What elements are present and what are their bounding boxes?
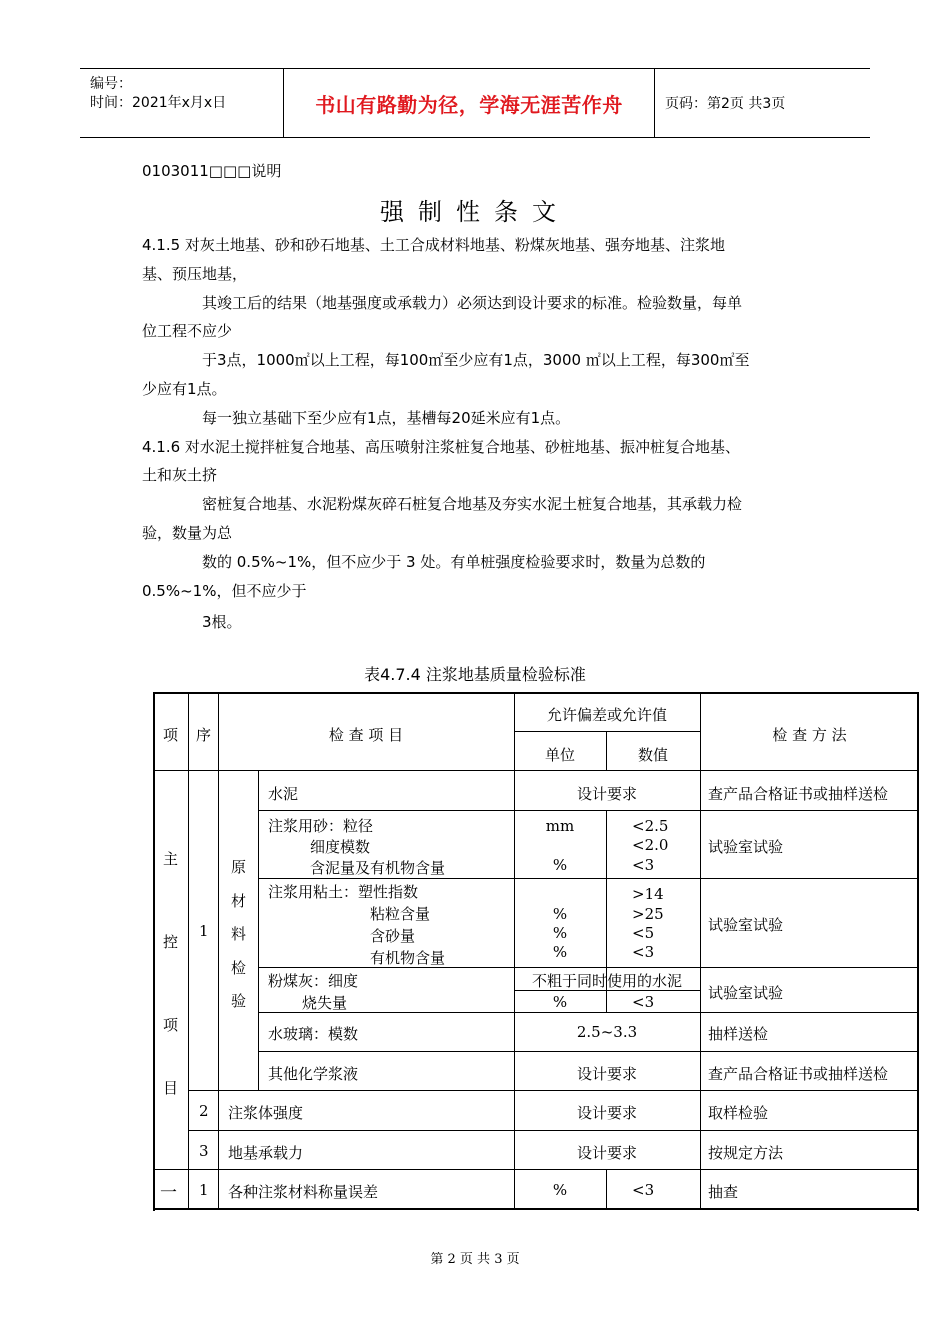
row-sand-line: 注浆用砂：粒径	[268, 817, 374, 835]
table-rule	[188, 692, 189, 1210]
paragraph-line: 3根。	[202, 613, 242, 631]
page-footer: 第 2 页 共 3 页	[430, 1252, 520, 1267]
row-sand-unit: mm	[545, 817, 575, 835]
raw-material-char: 原	[231, 858, 247, 876]
row-strength-method: 取样检验	[708, 1104, 769, 1122]
paragraph-line: 4.1.6 对水泥土搅拌桩复合地基、高压喷射注浆桩复合地基、砂桩地基、振冲桩复合地基、	[142, 438, 740, 456]
group-main-char: 主	[163, 850, 179, 868]
paragraph-line: 每一独立基础下至少应有1点，基槽每20延米应有1点。	[202, 409, 571, 427]
paragraph-line: 数的 0.5%~1%，但不应少于 3 处。有单桩强度检验要求时，数量为总数的	[202, 553, 706, 571]
table-rule	[258, 1051, 919, 1052]
row-weighing-unit: %	[552, 1181, 568, 1199]
table-rule	[258, 967, 919, 968]
row-weighing-value: <3	[632, 1181, 655, 1199]
row-clay-value: <5	[632, 924, 655, 942]
header-item: 项	[163, 726, 179, 744]
motto: 书山有路勤为径，学海无涯苦作舟	[315, 92, 623, 117]
raw-material-char: 料	[231, 925, 247, 943]
header-method: 检 查 方 法	[772, 726, 847, 744]
table-rule	[188, 1090, 919, 1091]
page-info: 页码：第2页 共3页	[665, 96, 786, 112]
header-check-item: 检 查 项 目	[328, 726, 404, 744]
time-label: 时间：2021年x月x日	[90, 95, 227, 111]
row-clay-unit: %	[552, 943, 568, 961]
seq-number: 1	[199, 922, 209, 940]
doc-code: 0103011□□□说明	[142, 162, 282, 180]
row-flyash-line: 粉煤灰：细度	[268, 972, 359, 990]
row-glass-value: 2.5~3.3	[576, 1023, 638, 1041]
row-sand-unit: %	[552, 856, 568, 874]
paragraph-line: 验，数量为总	[142, 524, 233, 542]
group-main-char: 项	[163, 1016, 179, 1034]
table-rule	[218, 692, 219, 1210]
row-glass-name: 水玻璃：模数	[268, 1025, 359, 1043]
row-sand-value: <3	[632, 856, 655, 874]
number-label: 编号：	[90, 76, 132, 92]
paragraph-line: 位工程不应少	[142, 322, 233, 340]
row-strength-req: 设计要求	[576, 1104, 637, 1122]
table-rule	[700, 692, 701, 1210]
header-unit: 单位	[544, 746, 575, 764]
header-seq: 序	[196, 726, 212, 744]
seq-number: 1	[199, 1181, 209, 1199]
table-rule	[188, 1130, 919, 1131]
row-other-req: 设计要求	[576, 1065, 637, 1083]
paragraph-line: 密桩复合地基、水泥粉煤灰碎石桩复合地基及夯实水泥土桩复合地基，其承载力检	[202, 495, 743, 513]
row-bearing-name: 地基承载力	[228, 1144, 304, 1162]
row-clay-unit: %	[552, 905, 568, 923]
row-clay-value: >14	[632, 885, 664, 903]
paragraph-line: 其竣工后的结果（地基强度或承载力）必须达到设计要求的标准。检验数量，每单	[202, 294, 743, 312]
group-general: 一	[160, 1183, 177, 1203]
paragraph-line: 0.5%~1%，但不应少于	[142, 582, 307, 600]
row-sand-line: 细度模数	[310, 838, 371, 856]
row-flyash-line: 烧失量	[302, 994, 348, 1012]
paragraph-line: 少应有1点。	[142, 380, 227, 398]
row-clay-value: <3	[632, 943, 655, 961]
paragraph-line: 于3点，1000㎡以上工程，每100㎡至少应有1点，3000 ㎡以上工程，每300㎡至	[202, 351, 750, 369]
table-border	[153, 1208, 919, 1210]
table-border	[153, 692, 919, 694]
row-clay-line: 粘粒含量	[370, 905, 431, 923]
row-sand-method: 试验室试验	[708, 838, 784, 856]
row-other-method: 查产品合格证书或抽样送检	[708, 1065, 889, 1083]
table-rule	[514, 731, 700, 732]
row-flyash-method: 试验室试验	[708, 984, 784, 1002]
row-flyash-value: <3	[632, 993, 655, 1011]
raw-material-char: 材	[231, 892, 247, 910]
row-weighing-method: 抽查	[708, 1183, 739, 1201]
row-clay-value: >25	[632, 905, 664, 923]
page-title: 强制性条文	[380, 198, 570, 226]
raw-material-char: 验	[231, 992, 247, 1010]
row-clay-method: 试验室试验	[708, 916, 784, 934]
paragraph-line: 基、预压地基，	[142, 265, 248, 283]
table-rule	[258, 770, 259, 1090]
row-sand-value: <2.0	[632, 836, 669, 854]
seq-number: 3	[199, 1142, 209, 1160]
row-bearing-method: 按规定方法	[708, 1144, 784, 1162]
row-cement-req: 设计要求	[576, 785, 637, 803]
row-flyash-unit: %	[552, 993, 568, 1011]
group-main-char: 目	[163, 1079, 179, 1097]
table-rule	[258, 878, 919, 879]
group-main-char: 控	[163, 933, 179, 951]
row-cement-name: 水泥	[268, 785, 299, 803]
row-weighing-name: 各种注浆材料称量误差	[228, 1183, 379, 1201]
paragraph-line: 4.1.5 对灰土地基、砂和砂石地基、土工合成材料地基、粉煤灰地基、强夯地基、注浆地	[142, 236, 725, 254]
row-sand-value: <2.5	[632, 817, 669, 835]
paragraph-line: 土和灰土挤	[142, 466, 218, 484]
table-rule	[153, 770, 919, 771]
row-flyash-fineness: 不粗于同时使用的水泥	[531, 972, 682, 990]
row-clay-line: 注浆用粘土：塑性指数	[268, 883, 419, 901]
table-rule	[606, 1170, 607, 1210]
row-glass-method: 抽样送检	[708, 1025, 769, 1043]
seq-number: 2	[199, 1102, 209, 1120]
table-rule	[258, 810, 919, 811]
row-clay-line: 有机物含量	[370, 949, 446, 967]
row-sand-line: 含泥量及有机物含量	[310, 859, 446, 877]
row-strength-name: 注浆体强度	[228, 1104, 304, 1122]
row-other-name: 其他化学浆液	[268, 1065, 359, 1083]
row-clay-unit: %	[552, 924, 568, 942]
row-clay-line: 含砂量	[370, 927, 416, 945]
table-rule	[153, 1169, 919, 1170]
row-cement-method: 查产品合格证书或抽样送检	[708, 785, 889, 803]
table-rule	[258, 1012, 919, 1013]
raw-material-char: 检	[231, 959, 247, 977]
header-value: 数值	[637, 746, 668, 764]
table-caption: 表4.7.4 注浆地基质量检验标准	[364, 665, 586, 684]
row-bearing-req: 设计要求	[576, 1144, 637, 1162]
header-tolerance: 允许偏差或允许值	[546, 706, 667, 724]
